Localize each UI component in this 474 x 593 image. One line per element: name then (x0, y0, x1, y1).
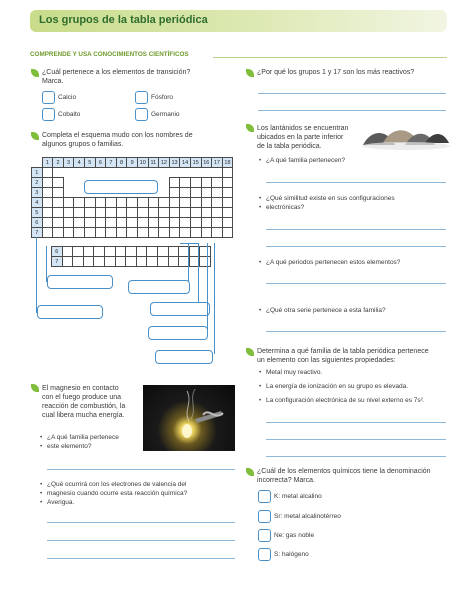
element-cell (95, 198, 106, 208)
element-cell (159, 198, 170, 208)
option-label: Ne: gas noble (274, 532, 315, 539)
q5-bullet2-line2: • electrónicas? (266, 204, 304, 213)
element-cell (180, 188, 191, 198)
option-label: Sr: metal alcalinotérreo (274, 513, 341, 520)
element-cell (137, 218, 148, 228)
element-cell (190, 178, 201, 188)
element-cell (212, 188, 223, 198)
element-cell (169, 208, 180, 218)
group-number: 17 (212, 158, 223, 168)
element-cell (190, 208, 201, 218)
element-cell (222, 228, 233, 238)
element-cell (180, 178, 191, 188)
element-cell (148, 228, 159, 238)
group-number: 4 (74, 158, 85, 168)
answer-box[interactable] (37, 305, 103, 319)
period-number: 4 (32, 198, 43, 208)
group-number: 2 (53, 158, 64, 168)
period-number: 5 (32, 208, 43, 218)
q6-bullet2: • La energía de ionización en su grupo es elevada. (266, 383, 408, 392)
element-cell (42, 228, 53, 238)
q7-text-line1: ¿Cuál de los elementos químicos tiene la denominación (257, 468, 431, 475)
q5-text-line1: Los lantánidos se encuentran (257, 125, 349, 132)
element-cell (148, 218, 159, 228)
option-label: Cobalto (58, 111, 81, 118)
element-cell (73, 247, 84, 257)
element-cell (106, 208, 117, 218)
element-cell (127, 208, 138, 218)
periodic-table-subrows (51, 246, 211, 267)
group-number: 1 (42, 158, 53, 168)
element-cell (127, 218, 138, 228)
element-cell (157, 257, 168, 267)
element-cell (42, 208, 53, 218)
answer-line[interactable] (47, 522, 235, 523)
element-cell (53, 178, 64, 188)
q3-bullet2-line1: • ¿Qué ocurrirá con los electrones de valencia del (47, 481, 186, 490)
period-number: 7 (32, 228, 43, 238)
element-cell (53, 188, 64, 198)
group-number: 11 (148, 158, 159, 168)
element-cell (106, 228, 117, 238)
answer-box[interactable] (47, 275, 113, 289)
group-number: 7 (106, 158, 117, 168)
element-cell (74, 218, 85, 228)
checkbox-germanio[interactable] (135, 108, 148, 121)
element-cell (115, 257, 126, 267)
answer-line[interactable] (266, 439, 446, 440)
element-cell (222, 198, 233, 208)
q5-text-line3: de la tabla periódica. (257, 143, 322, 150)
answer-line[interactable] (258, 93, 446, 94)
element-cell (201, 218, 212, 228)
option-label: K: metal alcalino (274, 493, 322, 500)
element-cell (222, 218, 233, 228)
element-cell (127, 198, 138, 208)
element-cell (95, 208, 106, 218)
answer-line[interactable] (266, 182, 446, 183)
element-cell (201, 188, 212, 198)
periodic-table (31, 157, 233, 238)
element-cell (180, 198, 191, 208)
element-cell (201, 228, 212, 238)
element-cell (148, 198, 159, 208)
answer-box[interactable] (128, 280, 190, 294)
checkbox-k[interactable] (258, 490, 271, 503)
element-cell (83, 257, 94, 267)
element-cell (84, 228, 95, 238)
element-cell (116, 198, 127, 208)
connector-line (207, 243, 208, 331)
group-number: 12 (159, 158, 170, 168)
element-cell (137, 228, 148, 238)
element-cell (74, 228, 85, 238)
option-label: Fósforo (151, 94, 174, 101)
q3-bullet2-line2: • magnesio cuando ocurre esta reacción química? (47, 490, 187, 499)
q3-text-line1: El magnesio en contacto (42, 385, 119, 392)
element-cell (53, 228, 64, 238)
element-cell (94, 257, 105, 267)
element-cell (212, 218, 223, 228)
element-cell (42, 168, 53, 178)
answer-line[interactable] (266, 283, 446, 284)
element-cell (190, 228, 201, 238)
group-number: 18 (222, 158, 233, 168)
element-cell (73, 257, 84, 267)
group-number: 14 (180, 158, 191, 168)
answer-box[interactable] (148, 326, 208, 340)
q3-text-line2: con el fuego produce una (42, 394, 122, 401)
group-number: 13 (169, 158, 180, 168)
element-cell (159, 218, 170, 228)
element-cell (200, 257, 211, 267)
element-cell (169, 188, 180, 198)
title-banner (30, 10, 447, 32)
element-cell (180, 228, 191, 238)
checkbox-fosforo[interactable] (135, 91, 148, 104)
option-label: Germanio (151, 111, 180, 118)
element-cell (147, 257, 158, 267)
magnesium-burning-photo (143, 385, 235, 451)
connector-line (180, 243, 198, 244)
element-cell (222, 188, 233, 198)
q6-bullet3: • La configuración electrónica de su nivel externo es 7s². (266, 397, 425, 406)
answer-line[interactable] (266, 229, 446, 230)
period-number: 6 (32, 218, 43, 228)
q3-bullet1-line1: • ¿A qué familia pertenece (47, 434, 119, 443)
answer-box[interactable] (155, 350, 213, 364)
element-cell (190, 188, 201, 198)
checkbox-ne[interactable] (258, 529, 271, 542)
connector-line (188, 243, 189, 286)
element-cell (42, 188, 53, 198)
element-cell (42, 198, 53, 208)
element-cell (180, 218, 191, 228)
connector-line (36, 237, 37, 313)
q5-bullet1: • ¿A qué familia pertenecen? (266, 157, 345, 166)
leaf-bullet-icon (31, 132, 39, 140)
element-cell (159, 228, 170, 238)
element-cell (157, 247, 168, 257)
element-cell (212, 208, 223, 218)
group-number: 5 (84, 158, 95, 168)
group-number: 10 (137, 158, 148, 168)
element-cell (63, 218, 74, 228)
element-cell (222, 168, 233, 178)
element-cell (53, 208, 64, 218)
q3-text-line3: reacción de combustión, la (42, 403, 126, 410)
answer-line[interactable] (266, 422, 446, 423)
element-cell (94, 247, 105, 257)
element-cell (168, 247, 179, 257)
period-number: 7 (52, 257, 63, 267)
element-cell (201, 178, 212, 188)
q5-bullet2-line1: • ¿Qué similitud existe en sus configuraciones (266, 195, 395, 204)
leaf-bullet-icon (246, 468, 254, 476)
group-number: 9 (127, 158, 138, 168)
q1-text-line1: ¿Cuál pertenece a los elementos de transición? (42, 69, 191, 76)
answer-line[interactable] (47, 558, 235, 559)
group-number: 3 (63, 158, 74, 168)
period-number: 6 (52, 247, 63, 257)
element-cell (53, 218, 64, 228)
element-cell (190, 198, 201, 208)
answer-line[interactable] (266, 246, 446, 247)
period-number: 2 (32, 178, 43, 188)
leaf-bullet-icon (246, 124, 254, 132)
q7-text-line2: incorrecta? Marca. (257, 477, 315, 484)
element-cell (148, 208, 159, 218)
q6-text-line1: Determina a qué familia de la tabla periódica pertenece (257, 348, 429, 355)
leaf-bullet-icon (246, 69, 254, 77)
element-cell (169, 198, 180, 208)
answer-line[interactable] (258, 110, 446, 111)
connector-line (214, 243, 215, 354)
q5-bullet3: • ¿A qué periodos pertenecen estos elementos? (266, 259, 400, 268)
element-cell (62, 257, 73, 267)
element-cell (127, 228, 138, 238)
q3-bullet2-line3: • Averigua. (47, 499, 74, 508)
page-title: Los grupos de la tabla periódica (39, 14, 208, 26)
checkbox-s[interactable] (258, 548, 271, 561)
element-cell (168, 257, 179, 267)
q5-bullet4: • ¿Qué otra serie pertenece a esta familia? (266, 307, 386, 316)
element-cell (104, 247, 115, 257)
element-cell (106, 218, 117, 228)
element-cell (169, 218, 180, 228)
element-cell (137, 198, 148, 208)
checkbox-cobalto[interactable] (42, 108, 55, 121)
answer-box[interactable] (84, 180, 158, 194)
lanthanide-samples-photo (361, 123, 451, 151)
option-label: S: halógeno (274, 551, 309, 558)
element-cell (53, 198, 64, 208)
element-cell (126, 247, 137, 257)
q3-bullet1-line2: • este elemento? (47, 443, 91, 452)
element-cell (137, 208, 148, 218)
element-cell (95, 228, 106, 238)
element-cell (84, 208, 95, 218)
q2-text-line2: algunos grupos o familias. (42, 141, 124, 148)
q2-text-line1: Completa el esquema mudo con los nombres de (42, 132, 193, 139)
q5-text-line2: ubicados en la parte inferior (257, 134, 344, 141)
answer-box[interactable] (150, 302, 210, 316)
q6-text-line2: un elemento con las siguientes propiedades: (257, 357, 396, 364)
group-number: 15 (190, 158, 201, 168)
checkbox-sr[interactable] (258, 510, 271, 523)
answer-line[interactable] (266, 331, 446, 332)
element-cell (126, 257, 137, 267)
element-cell (180, 208, 191, 218)
q4-text: ¿Por qué los grupos 1 y 17 son los más reactivos? (257, 69, 415, 76)
element-cell (84, 198, 95, 208)
element-cell (104, 257, 115, 267)
element-cell (136, 247, 147, 257)
element-cell (106, 198, 117, 208)
element-cell (95, 218, 106, 228)
group-number: 16 (201, 158, 212, 168)
answer-line[interactable] (266, 456, 446, 457)
checkbox-calcio[interactable] (42, 91, 55, 104)
element-cell (116, 208, 127, 218)
element-cell (169, 228, 180, 238)
leaf-bullet-icon (246, 348, 254, 356)
leaf-bullet-icon (31, 69, 39, 77)
connector-line (198, 243, 199, 309)
element-cell (212, 228, 223, 238)
option-label: Calcio (58, 94, 77, 101)
element-cell (136, 257, 147, 267)
element-cell (62, 247, 73, 257)
element-cell (169, 178, 180, 188)
answer-line[interactable] (47, 469, 235, 470)
element-cell (212, 198, 223, 208)
periodic-table-grid (31, 157, 233, 238)
group-number: 8 (116, 158, 127, 168)
section-heading: COMPRENDE Y USA CONOCIMIENTOS CIENTÍFICOS (30, 51, 189, 58)
element-cell (212, 178, 223, 188)
element-cell (115, 247, 126, 257)
element-cell (147, 247, 158, 257)
group-number: 6 (95, 158, 106, 168)
element-cell (84, 218, 95, 228)
element-cell (201, 208, 212, 218)
leaf-bullet-icon (31, 384, 39, 392)
element-cell (74, 198, 85, 208)
element-cell (63, 208, 74, 218)
q1-text-line2: Marca. (42, 78, 64, 85)
period-number: 3 (32, 188, 43, 198)
q6-bullet1: • Metal muy reactivo. (266, 369, 322, 378)
element-cell (116, 218, 127, 228)
element-cell (222, 178, 233, 188)
answer-line[interactable] (47, 540, 235, 541)
element-cell (42, 218, 53, 228)
period-number: 1 (32, 168, 43, 178)
section-divider (213, 57, 447, 58)
element-cell (200, 247, 211, 257)
element-cell (222, 208, 233, 218)
element-cell (201, 198, 212, 208)
element-cell (63, 198, 74, 208)
element-cell (116, 228, 127, 238)
element-cell (83, 247, 94, 257)
element-cell (63, 228, 74, 238)
element-cell (42, 178, 53, 188)
element-cell (190, 218, 201, 228)
element-cell (74, 208, 85, 218)
element-cell (159, 208, 170, 218)
q3-text-line4: cual libera mucha energía. (42, 412, 125, 419)
